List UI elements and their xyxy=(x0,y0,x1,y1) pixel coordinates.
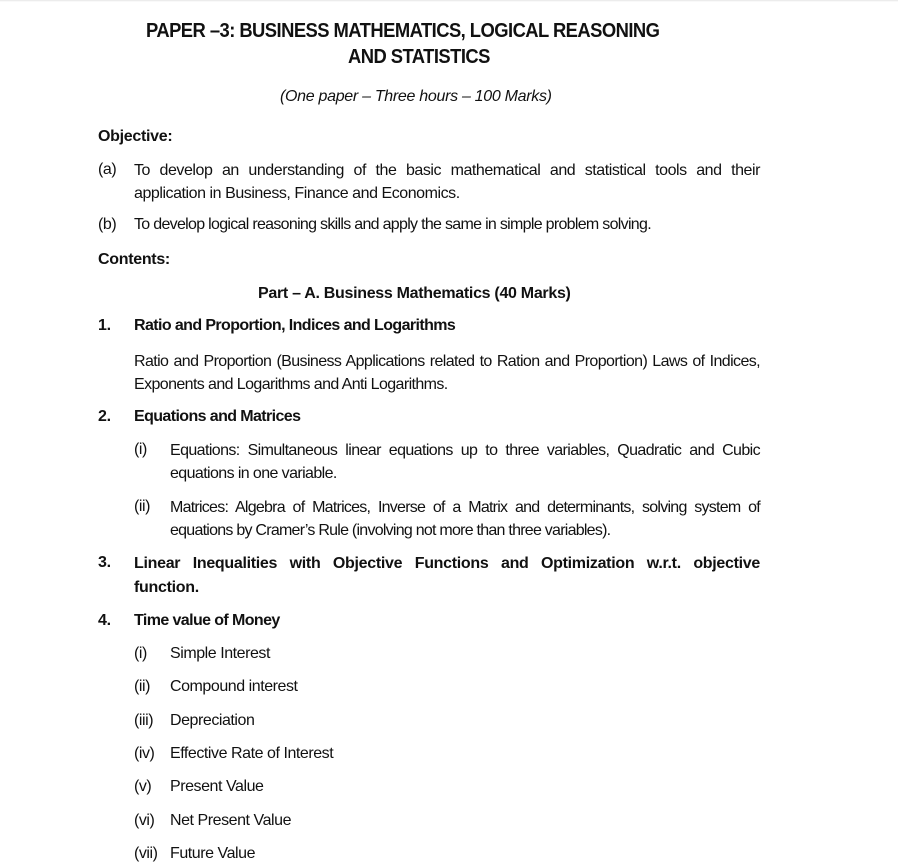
section-1-number: 1. xyxy=(98,317,111,334)
section-4-number: 4. xyxy=(98,612,111,629)
contents-heading: Contents: xyxy=(98,251,170,268)
section-2-number: 2. xyxy=(98,408,111,425)
part-a-heading: Part – A. Business Mathematics (40 Marks) xyxy=(258,285,571,302)
section-2-title: Equations and Matrices xyxy=(134,408,301,425)
section-4-sub-i-text: Simple Interest xyxy=(170,645,270,662)
section-4-sub-vi-marker: (vi) xyxy=(134,812,155,829)
paper-title-line1: PAPER –3: BUSINESS MATHEMATICS, LOGICAL REASONING xyxy=(146,20,660,42)
section-4-sub-i-marker: (i) xyxy=(134,645,147,662)
section-4-sub-v-text: Present Value xyxy=(170,778,264,795)
section-2-sub-i-marker: (i) xyxy=(134,441,147,458)
section-4-sub-iii-marker: (iii) xyxy=(134,712,154,729)
section-4-sub-ii-text: Compound interest xyxy=(170,678,298,695)
section-4-sub-iv-marker: (iv) xyxy=(134,745,155,762)
section-1-description: Ratio and Proportion (Business Applications related to Ration and Proportion) Laws of Indices, Exponents and Logarithms and Anti Logarithms. xyxy=(134,353,760,393)
section-2-sub-ii-marker: (ii) xyxy=(134,498,150,515)
section-4-sub-vii-marker: (vii) xyxy=(134,845,158,862)
section-2-sub-i-text: Equations: Simultaneous linear equations up to three variables, Quadratic and Cubic equations in one variable. xyxy=(170,442,760,482)
paper-subtitle: (One paper – Three hours – 100 Marks) xyxy=(280,88,552,105)
section-4-sub-iii-text: Depreciation xyxy=(170,712,255,729)
section-4-sub-v-marker: (v) xyxy=(134,778,152,795)
section-4-sub-vii-text: Future Value xyxy=(170,845,256,862)
section-4-sub-vi-text: Net Present Value xyxy=(170,812,292,829)
section-4-sub-iv-text: Effective Rate of Interest xyxy=(170,745,334,762)
section-3-number: 3. xyxy=(98,554,111,571)
paper-title-line2: AND STATISTICS xyxy=(348,46,490,68)
section-2-sub-ii-text: Matrices: Algebra of Matrices, Inverse of a Matrix and determinants, solving system of equations by Cramer’s Rule (involving not more than three variables). xyxy=(170,499,760,539)
section-4-title: Time value of Money xyxy=(134,612,280,629)
section-3-title: Linear Inequalities with Objective Functions and Optimization w.r.t. objective function. xyxy=(134,555,760,596)
objective-marker-a: (a) xyxy=(98,161,117,178)
objective-heading: Objective: xyxy=(98,128,173,145)
objective-marker-b: (b) xyxy=(98,216,117,233)
section-4-sub-ii-marker: (ii) xyxy=(134,678,150,695)
section-1-title: Ratio and Proportion, Indices and Logarithms xyxy=(134,317,456,334)
objective-item-a: To develop an understanding of the basic mathematical and statistical tools and their application in Business, Finance and Economics. xyxy=(134,162,760,202)
objective-item-b: To develop logical reasoning skills and apply the same in simple problem solving. xyxy=(134,216,651,233)
